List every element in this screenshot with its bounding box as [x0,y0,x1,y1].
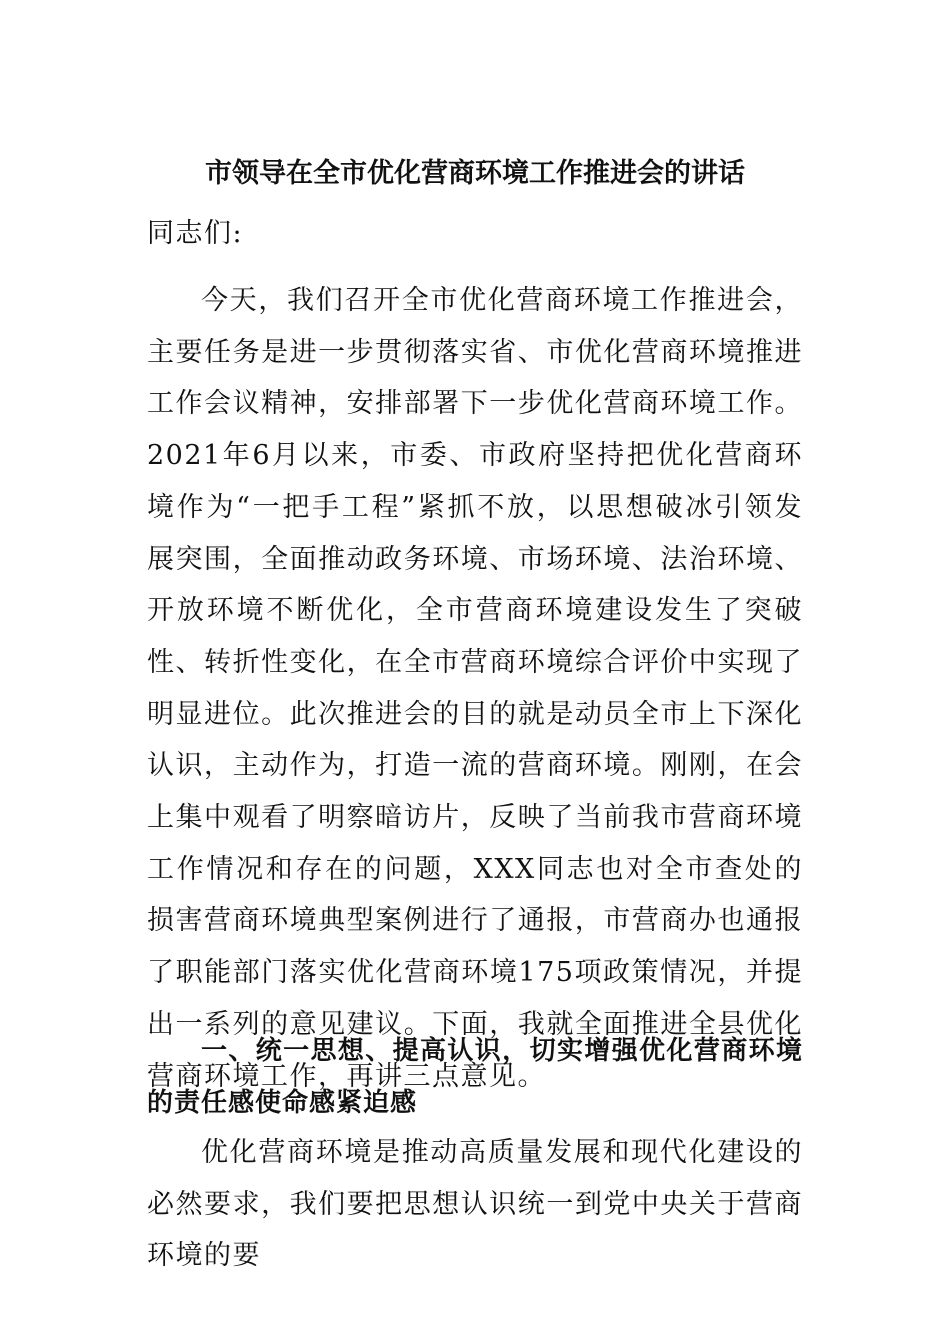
paragraph-intro: 今天，我们召开全市优化营商环境工作推进会，主要任务是进一步贯彻落实省、市优化营商环境推进工作会议精神，安排部署下一步优化营商环境工作。2021年6月以来，市委、市政府坚持把优化营商环境作为“一把手工程”紧抓不放，以思想破冰引领发展突围，全面推动政务环境、市场环境、法治环境、开放环境不断优化，全市营商环境建设发生了突破性、转折性变化，在全市营商环境综合评价中实现了明显进位。此次推进会的目的就是动员全市上下深化认识，主动作为，打造一流的营商环境。刚刚，在会上集中观看了明察暗访片，反映了当前我市营商环境工作情况和存在的问题，XXX同志也对全市查处的损害营商环境典型案例进行了通报，市营商办也通报了职能部门落实优化营商环境175项政策情况，并提出一系列的意见建议。下面，我就全面推进全县优化营商环境工作，再讲三点意见。 [147,285,803,1092]
paragraph-section-1: 优化营商环境是推动高质量发展和现代化建设的必然要求，我们要把思想认识统一到党中央关于营商环境的要 [147,1137,803,1272]
section-heading-1: 一、统一思想、提高认识，切实增强优化营商环境的责任感使命感紧迫感 [147,1036,803,1118]
document-title: 市领导在全市优化营商环境工作推进会的讲话 [205,158,745,189]
greeting: 同志们: [147,218,244,249]
